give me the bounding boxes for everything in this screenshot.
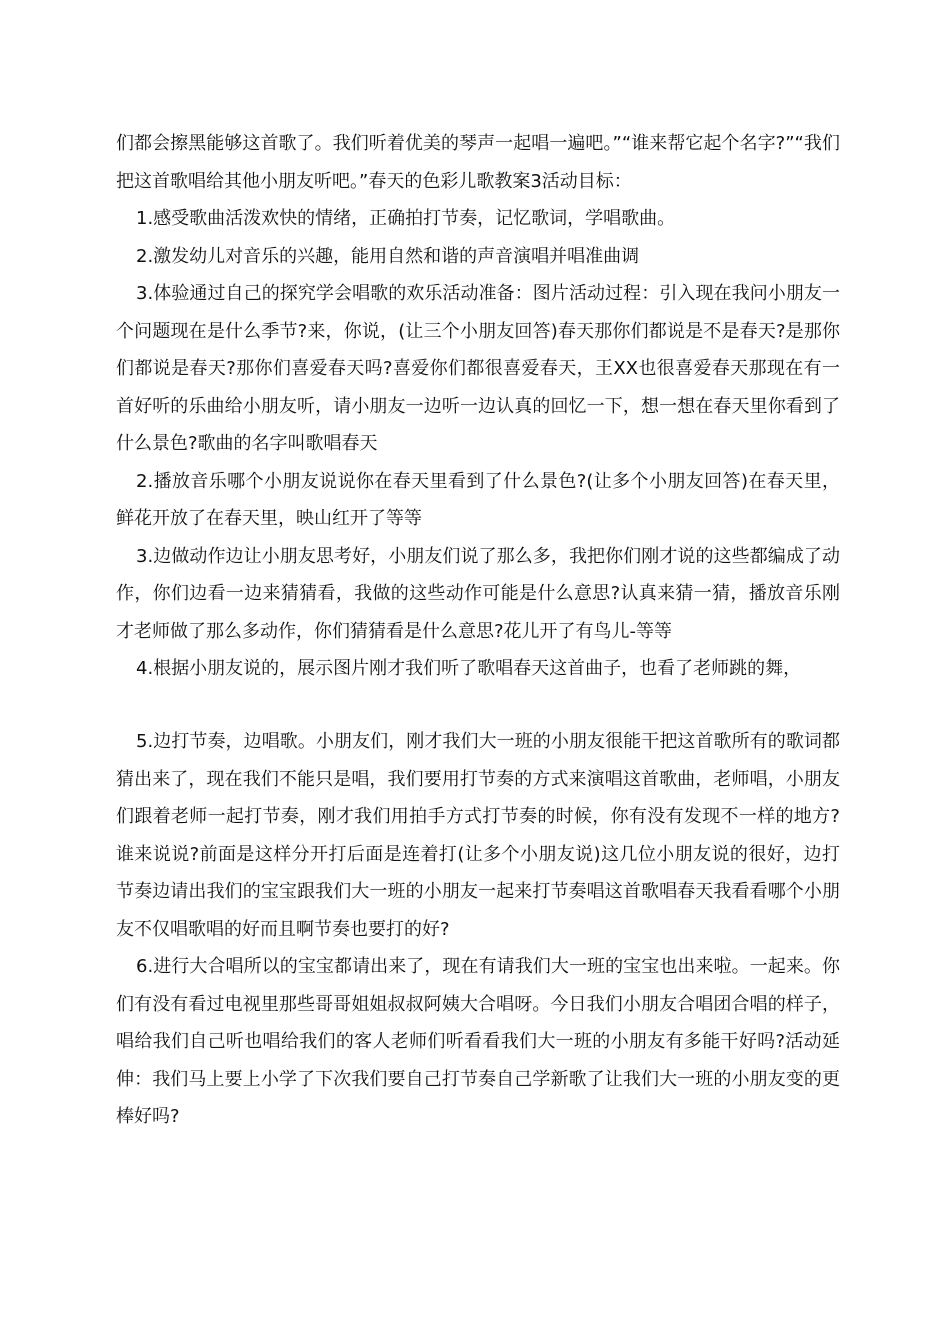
paragraph: 们都会擦黑能够这首歌了。我们听着优美的琴声一起唱一遍吧。”“谁来帮它起个名字?”“我们把这首歌唱给其他小朋友听吧。”春天的色彩儿歌教案3活动目标： — [116, 133, 840, 192]
paragraph-goal-2: 2.激发幼儿对音乐的兴趣，能用自然和谐的声音演唱并唱准曲调 — [136, 245, 640, 267]
paragraph-step-2: 2.播放音乐哪个小朋友说说你在春天里看到了什么景色?(让多个小朋友回答)在春天里，鲜花开放了在春天里，映山红开了等等 — [116, 470, 840, 529]
paragraph-goal-1: 1.感受歌曲活泼欢快的情绪，正确拍打节奏，记忆歌词，学唱歌曲。 — [136, 208, 676, 229]
paragraph-step-4: 4.根据小朋友说的，展示图片刚才我们听了歌唱春天这首曲子，也看了老师跳的舞， — [136, 658, 802, 679]
paragraph-goal-3: 3.体验通过自己的探究学会唱歌的欢乐活动准备：图片活动过程：引入现在我问小朋友一个问题现在是什么季节?来，你说，(让三个小朋友回答)春天那你们都说是不是春天?是那你们都说是春天?那你们喜爱春天吗?喜爱你们都很喜爱春天，王XX也很喜爱春天那现在有一首好听的乐曲给小朋友听，请小朋友一边听一边认真的回忆一下，想一想在春天里你看到了什么景色?歌曲的名字叫歌唱春天 — [116, 283, 840, 454]
text-block-lower — [116, 723, 840, 1136]
paragraph-step-5: 5.边打节奏，边唱歌。小朋友们，刚才我们大一班的小朋友很能干把这首歌所有的歌词都猜出来了，现在我们不能只是唱，我们要用打节奏的方式来演唱这首歌曲，老师唱，小朋友们跟着老师一起打节奏，刚才我们用拍手方式打节奏的时候，你有没有发现不一样的地方?谁来说说?前面是这样分开打后面是连着打(让多个小朋友说)这几位小朋友说的很好，边打节奏边请出我们的宝宝跟我们大一班的小朋友一起来打节奏唱这首歌唱春天我看看哪个小朋友不仅唱歌唱的好而且啊节奏也要打的好? — [116, 731, 840, 940]
text-block-upper — [116, 125, 840, 688]
paragraph-step-6: 6.进行大合唱所以的宝宝都请出来了，现在有请我们大一班的宝宝也出来啦。一起来。你们有没有看过电视里那些哥哥姐姐叔叔阿姨大合唱呀。今日我们小朋友合唱团合唱的样子，唱给我们自己听也唱给我们的客人老师们听看看我们大一班的小朋友有多能干好吗?活动延伸：我们马上要上小学了下次我们要自己打节奏自己学新歌了让我们大一班的小朋友变的更棒好吗? — [116, 956, 840, 1127]
paragraph-step-3: 3.边做动作边让小朋友思考好，小朋友们说了那么多，我把你们刚才说的这些都编成了动作，你们边看一边来猜猜看，我做的这些动作可能是什么意思?认真来猜一猜，播放音乐刚才老师做了那么多动作，你们猜猜看是什么意思?花儿开了有鸟儿-等等 — [116, 545, 840, 642]
